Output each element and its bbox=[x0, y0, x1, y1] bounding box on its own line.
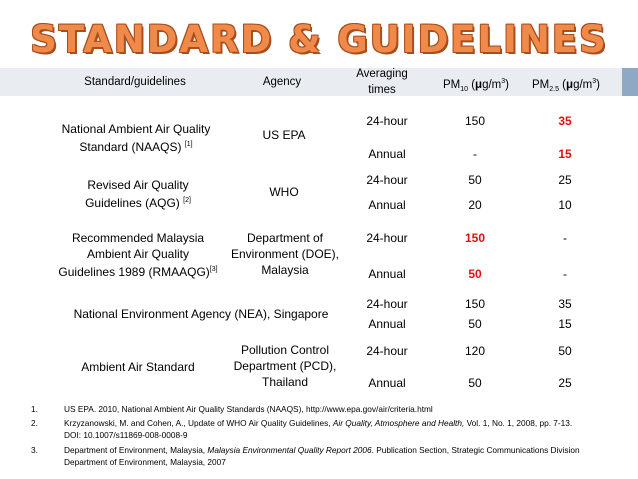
row4-pm25-24h: 35 bbox=[558, 297, 572, 311]
row1-time1: 24-hour bbox=[366, 114, 408, 128]
row1-time2: Annual bbox=[368, 147, 406, 161]
footnote-3 bbox=[0, 445, 638, 469]
row2-pm10-24h: 50 bbox=[468, 173, 482, 187]
row4-time1: 24-hour bbox=[366, 297, 408, 311]
header-pm25: $PM_{2.5}$ $(\mu g/m^3)$ bbox=[532, 78, 600, 94]
row5-pm10-24h: 120 bbox=[464, 344, 486, 358]
row1-standard: National Ambient Air Quality Standard (NAAQS) [1] bbox=[61, 122, 211, 154]
footnote-number: 1. bbox=[31, 404, 38, 414]
row5-pm25-24h: 50 bbox=[558, 344, 572, 358]
row4-standard: National Environment Agency (NEA), Singapore bbox=[73, 307, 329, 321]
row2-standard: Revised Air Quality Guidelines (AQG) [2] bbox=[85, 178, 191, 210]
row1-pm10-24h: 150 bbox=[464, 114, 486, 128]
header-pm10: $PM_{10}$ $(\mu g/m^3)$ bbox=[442, 78, 510, 94]
row3-standard: Recommended Malaysia Ambient Air Quality Guidelines 1989 (RMAAQG)[3] bbox=[58, 231, 218, 279]
footnote-number: 3. bbox=[31, 445, 38, 455]
row4-pm10-annual: 50 bbox=[468, 317, 482, 331]
row5-time1: 24-hour bbox=[366, 344, 408, 358]
row4-pm25-annual: 15 bbox=[558, 317, 572, 331]
header-averaging: Averaging times bbox=[356, 68, 408, 96]
footnote-1 bbox=[0, 404, 638, 416]
row5-agency: Pollution Control Department (PCD), Thailand bbox=[233, 343, 337, 389]
row3-pm25-24h: - bbox=[563, 231, 567, 245]
row3-agency: Department of Environment (DOE), Malaysia bbox=[230, 231, 340, 277]
row1-pm25-annual: 15 bbox=[558, 147, 572, 161]
row2-pm10-annual: 20 bbox=[468, 198, 482, 212]
header-accent bbox=[622, 68, 638, 96]
header-standard: Standard/guidelines bbox=[84, 76, 186, 88]
row2-pm25-annual: 10 bbox=[558, 198, 572, 212]
footnote-text: Krzyzanowski, M. and Cohen, A., Update of WHO Air Quality Guidelines, Air Quality, Atmosphere and Health, Vol. 1, No. 1, 2008, pp. 7-13. DOI: 10.1007/s11869-008-0008-9 bbox=[64, 418, 573, 440]
footnote-text: US EPA. 2010, National Ambient Air Quality Standards (NAAQS), http://www.epa.gov/air/criteria.html bbox=[64, 404, 433, 414]
row5-pm10-annual: 50 bbox=[468, 376, 482, 390]
row3-pm10-annual: 50 bbox=[468, 267, 482, 281]
row3-time2: Annual bbox=[368, 267, 406, 281]
row2-time1: 24-hour bbox=[366, 173, 408, 187]
row1-agency: US EPA bbox=[262, 128, 306, 142]
row5-time2: Annual bbox=[368, 376, 406, 390]
row3-pm25-annual: - bbox=[563, 267, 567, 281]
row5-pm25-annual: 25 bbox=[558, 376, 572, 390]
row2-pm25-24h: 25 bbox=[558, 173, 572, 187]
row3-pm10-24h: 150 bbox=[464, 231, 486, 245]
header-agency: Agency bbox=[262, 76, 302, 88]
slide-title: STANDARD & GUIDELINES bbox=[30, 18, 608, 61]
row1-pm10-annual: - bbox=[473, 147, 477, 161]
row4-time2: Annual bbox=[368, 317, 406, 331]
footnote-text: Department of Environment, Malaysia, Malaysia Environmental Quality Report 2006. Publication Section, Strategic Communications Division Department of Environment, Malaysia, 2007 bbox=[64, 445, 580, 467]
footnote-number: 2. bbox=[31, 418, 38, 428]
row3-time1: 24-hour bbox=[366, 231, 408, 245]
footnote-2 bbox=[0, 418, 638, 442]
row5-standard: Ambient Air Standard bbox=[81, 360, 195, 374]
row2-time2: Annual bbox=[368, 198, 406, 212]
row4-pm10-24h: 150 bbox=[464, 297, 486, 311]
row2-agency: WHO bbox=[269, 185, 299, 199]
row1-pm25-24h: 35 bbox=[558, 114, 572, 128]
